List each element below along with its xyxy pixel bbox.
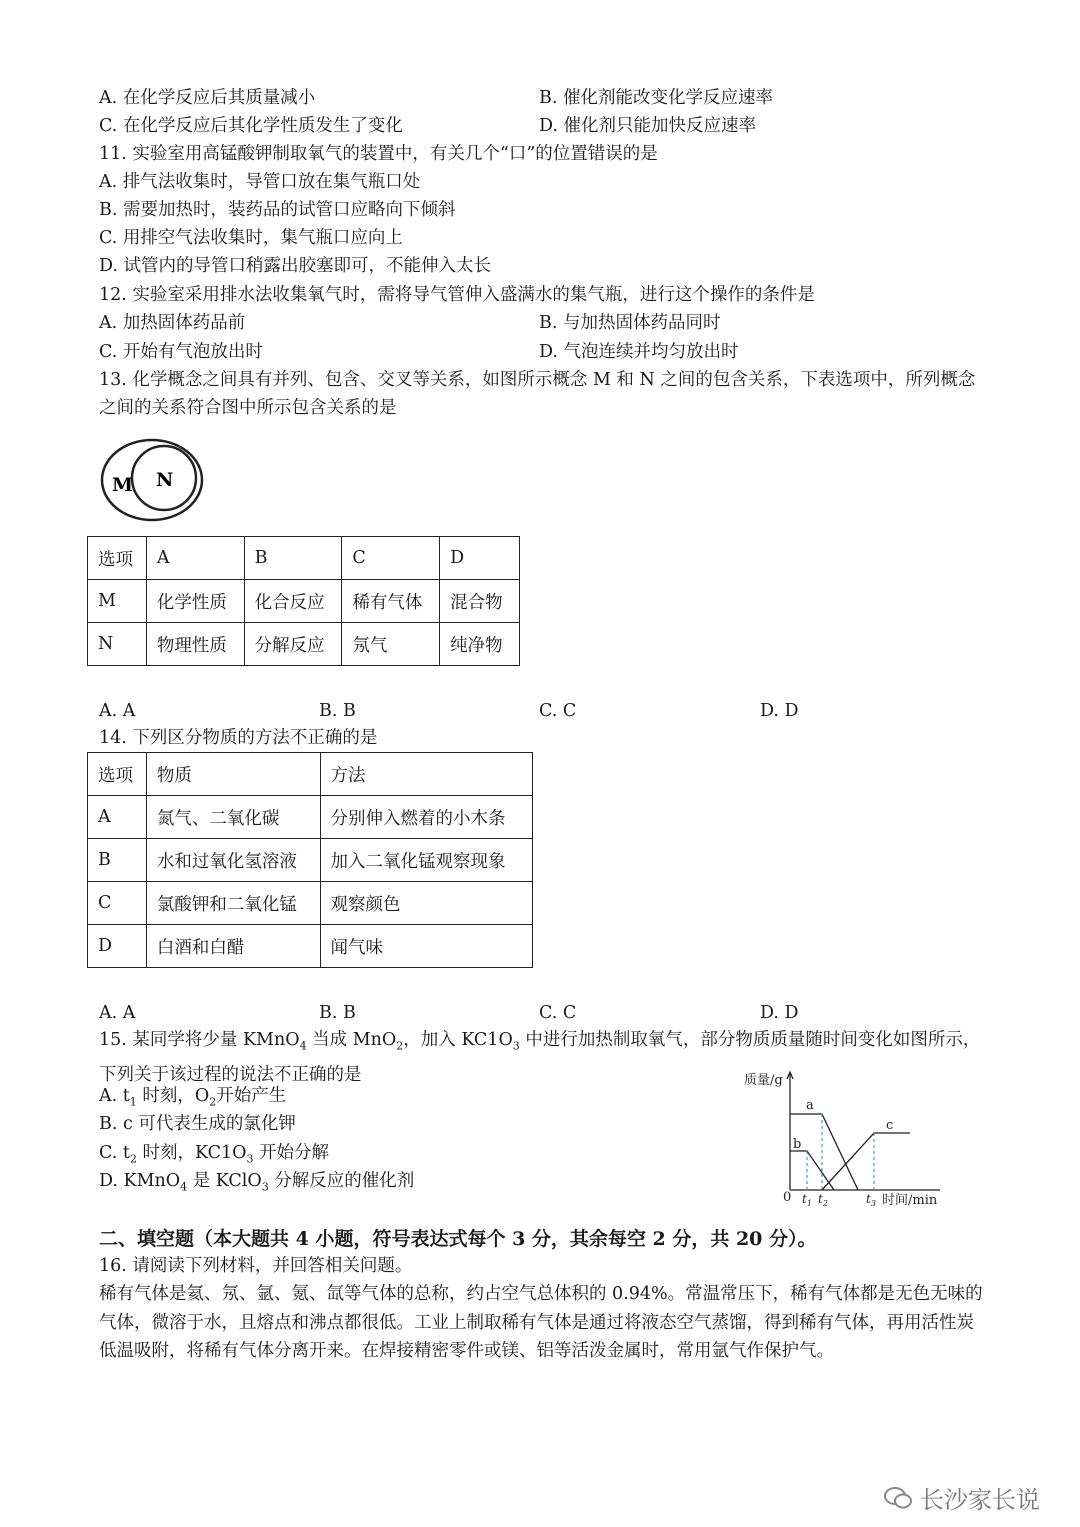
section-title: 二、填空题（本大题共 4 小题，符号表达式每个 3 分，其余每空 2 分，共 20 分）。 xyxy=(99,1228,817,1250)
q16-stem: 16. 请阅读下列材料，并回答相关问题。 xyxy=(99,1256,413,1276)
table-cell: 稀有气体 xyxy=(342,580,440,623)
table-cell: 闻气味 xyxy=(320,925,532,968)
table-row xyxy=(88,537,520,580)
q13-option-b: B. B xyxy=(319,701,356,721)
text-part: 时刻，O xyxy=(136,1086,210,1106)
q15-option-b: B. c 可代表生成的氯化钾 xyxy=(99,1114,296,1134)
q15-stem-part: 15. 某同学将少量 KMnO xyxy=(99,1030,300,1050)
q10-option-a: A. 在化学反应后其质量减小 xyxy=(99,88,316,108)
q14-option-c: C. C xyxy=(539,1003,577,1023)
table-row xyxy=(88,839,533,882)
text-part: 分解反应的催化剂 xyxy=(268,1171,415,1191)
table-row xyxy=(88,925,533,968)
q10-option-d: D. 催化剂只能加快反应速率 xyxy=(539,116,757,136)
table-cell: 混合物 xyxy=(440,580,520,623)
table-cell: 选项 xyxy=(88,537,147,580)
table-cell: 氯酸钾和二氧化锰 xyxy=(146,882,320,925)
graph-line-label-c: c xyxy=(886,1118,894,1133)
table-cell: 氮气、二氧化碳 xyxy=(146,796,320,839)
subscript: 3 xyxy=(261,1180,269,1194)
table-cell: 选项 xyxy=(88,753,147,796)
q11-option-d: D. 试管内的导管口稍露出胶塞即可，不能伸入太长 xyxy=(99,256,492,276)
subscript: 3 xyxy=(512,1039,520,1053)
table-cell: B xyxy=(244,537,342,580)
table-row xyxy=(88,796,533,839)
q14-option-b: B. B xyxy=(319,1003,356,1023)
table-cell: 观察颜色 xyxy=(320,882,532,925)
q12-option-a: A. 加热固体药品前 xyxy=(99,313,246,333)
text-part: A. t xyxy=(99,1086,130,1106)
table-cell: N xyxy=(88,623,147,666)
table-cell: 化合反应 xyxy=(244,580,342,623)
q10-option-b: B. 催化剂能改变化学反应速率 xyxy=(539,88,773,108)
table-cell: 纯净物 xyxy=(440,623,520,666)
table-cell: 分解反应 xyxy=(244,623,342,666)
subscript: 2 xyxy=(209,1095,217,1109)
q15-option-a xyxy=(99,1084,286,1115)
subscript: 3 xyxy=(246,1152,254,1166)
subscript: 4 xyxy=(299,1039,307,1053)
q11-stem: 11. 实验室用高锰酸钾制取氧气的装置中，有关几个“口”的位置错误的是 xyxy=(99,144,658,164)
table-cell: 分别伸入燃着的小木条 xyxy=(320,796,532,839)
table-row xyxy=(88,623,520,666)
table-cell: A xyxy=(88,796,147,839)
q14-option-a: A. A xyxy=(99,1003,136,1023)
subscript: 2 xyxy=(396,1039,404,1053)
table-row xyxy=(88,580,520,623)
subscript: 4 xyxy=(180,1180,188,1194)
graph-line-label-b: b xyxy=(793,1137,802,1152)
q13-option-d: D. D xyxy=(760,701,799,721)
text-part: 时刻，KC1O xyxy=(136,1143,247,1163)
venn-label-m: M xyxy=(112,474,134,496)
table-cell: M xyxy=(88,580,147,623)
wechat-icon xyxy=(884,1487,912,1509)
table-cell: 白酒和白醋 xyxy=(146,925,320,968)
watermark xyxy=(884,1480,1040,1515)
table-cell: 水和过氧化氢溶液 xyxy=(146,839,320,882)
q10-option-c: C. 在化学反应后其化学性质发生了变化 xyxy=(99,116,403,136)
text-part: 开始产生 xyxy=(216,1086,287,1106)
text-part: D. KMnO xyxy=(99,1171,181,1191)
table-cell: 氖气 xyxy=(342,623,440,666)
text-part: C. t xyxy=(99,1143,130,1163)
q16-material: 稀有气体是氦、氖、氩、氪、氙等气体的总称，约占空气总体积的 0.94%。常温常压下，稀有气体都是无色无味的气体，微溶于水，且熔点和沸点都很低。工业上制取稀有气体是通过将液态空气蒸馏，得到稀有气体，再用活性炭低温吸附，将稀有气体分离开来。在焊接精密零件或镁、铝等活泼金属时，常用氩气作保护气。 xyxy=(99,1284,983,1361)
graph-origin: 0 xyxy=(783,1190,792,1205)
venn-diagram xyxy=(98,436,208,524)
watermark-text: 长沙家长说 xyxy=(920,1486,1040,1514)
q14-methods-table xyxy=(87,752,533,968)
subscript: 2 xyxy=(129,1152,137,1166)
q11-option-a: A. 排气法收集时，导管口放在集气瓶口处 xyxy=(99,172,421,192)
table-cell: 物理性质 xyxy=(146,623,244,666)
graph-tick-t3: $t_3$ xyxy=(866,1192,876,1208)
graph-x-label: 时间/min xyxy=(882,1193,938,1208)
table-cell: D xyxy=(440,537,520,580)
table-row xyxy=(88,882,533,925)
graph-line-label-a: a xyxy=(806,1098,814,1113)
text-part: 是 KClO xyxy=(187,1171,262,1191)
q12-option-b: B. 与加热固体药品同时 xyxy=(539,313,721,333)
q12-option-c: C. 开始有气泡放出时 xyxy=(99,342,263,362)
q13-option-c: C. C xyxy=(539,701,577,721)
table-cell: C xyxy=(88,882,147,925)
venn-label-n: N xyxy=(156,469,174,491)
q15-stem-part: 当成 MnO xyxy=(306,1030,397,1050)
q14-stem: 14. 下列区分物质的方法不正确的是 xyxy=(99,728,378,748)
q15-option-c xyxy=(99,1141,329,1172)
q15-stem-part: ，加入 KC1O xyxy=(403,1030,513,1050)
q11-option-c: C. 用排空气法收集时，集气瓶口应向上 xyxy=(99,228,403,248)
table-cell: B xyxy=(88,839,147,882)
q12-stem: 12. 实验室采用排水法收集氧气时，需将导气管伸入盛满水的集气瓶，进行这个操作的条件是 xyxy=(99,285,815,305)
table-row xyxy=(88,753,533,796)
q12-option-d: D. 气泡连续并均匀放出时 xyxy=(539,342,739,362)
table-cell: 方法 xyxy=(320,753,532,796)
graph-tick-t1: $t_1$ xyxy=(802,1192,812,1208)
table-cell: A xyxy=(146,537,244,580)
q15-option-d xyxy=(99,1169,414,1200)
q11-option-b: B. 需要加热时，装药品的试管口应略向下倾斜 xyxy=(99,200,456,220)
q13-options-table xyxy=(87,536,520,666)
graph-tick-t2: $t_2$ xyxy=(818,1192,828,1208)
graph-curve-a xyxy=(790,1114,858,1190)
q13-option-a: A. A xyxy=(99,701,136,721)
q14-option-d: D. D xyxy=(760,1003,799,1023)
text-part: 开始分解 xyxy=(253,1143,330,1163)
table-cell: D xyxy=(88,925,147,968)
table-cell: 加入二氧化锰观察现象 xyxy=(320,839,532,882)
table-cell: C xyxy=(342,537,440,580)
table-cell: 化学性质 xyxy=(146,580,244,623)
q13-stem: 13. 化学概念之间具有并列、包含、交叉等关系，如图所示概念 M 和 N 之间的包含关系，下表选项中，所列概念之间的关系符合图中所示包含关系的是 xyxy=(99,370,976,418)
mass-time-graph xyxy=(740,1062,950,1212)
table-cell: 物质 xyxy=(146,753,320,796)
graph-y-label: 质量/g xyxy=(744,1073,783,1088)
q15-stem-part: 中进行加热制取氧气，部分物质质量随时间变化如图所示，下列关于该过程的说法不正确的是 xyxy=(99,1030,981,1085)
subscript: 1 xyxy=(129,1095,137,1109)
